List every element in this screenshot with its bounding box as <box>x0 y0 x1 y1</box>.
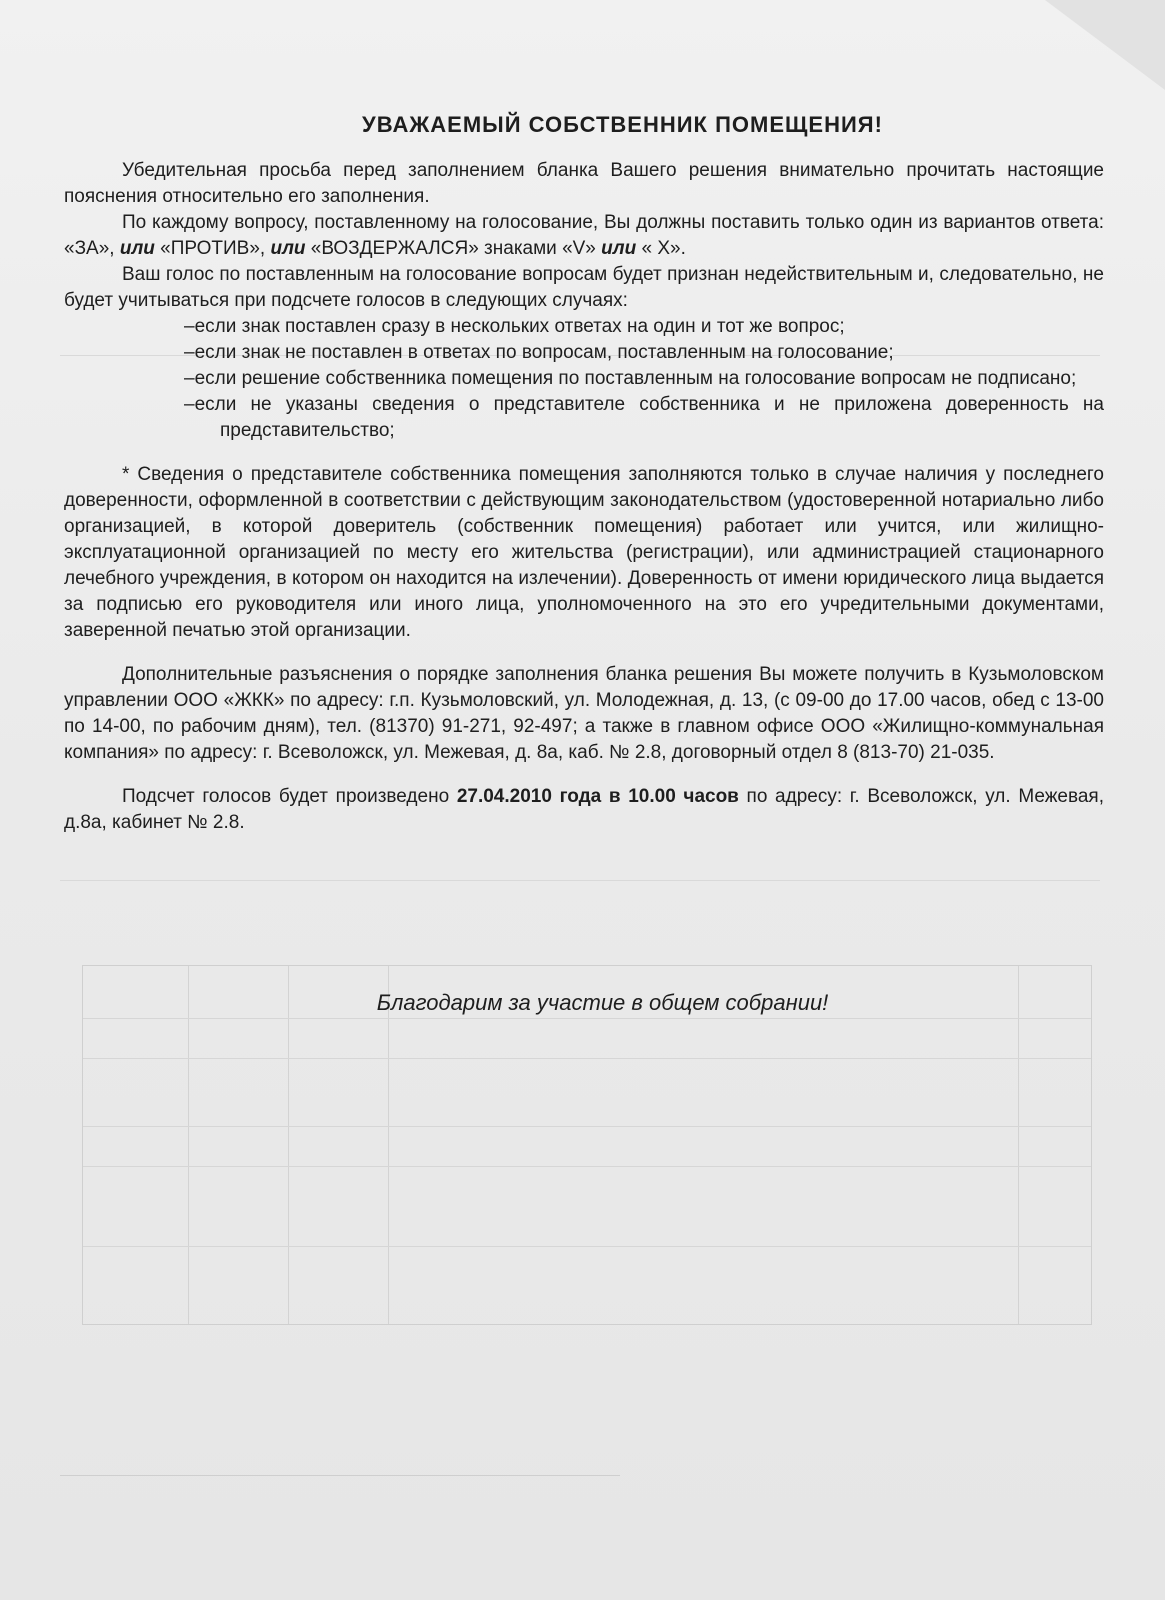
invalid-cases-list <box>184 314 1104 444</box>
list-item: –если знак не поставлен в ответах по вопросам, поставленным на голосование; <box>184 342 894 363</box>
thanks-message: Благодарим за участие в общем собрании! <box>376 990 829 1015</box>
page-title: УВАЖАЕМЫЙ СОБСТВЕННИК ПОМЕЩЕНИЯ! <box>362 112 883 137</box>
bleed-through-line <box>60 880 1100 881</box>
list-item: –если не указаны сведения о представителе собственника и не приложена доверенность на представительство; <box>184 394 1104 441</box>
bleed-through-signature-line <box>60 1475 620 1476</box>
list-item: –если решение собственника помещения по поставленным на голосование вопросам не подписано; <box>184 368 1077 389</box>
vote-count-paragraph: Подсчет голосов будет произведено 27.04.2010 года в 10.00 часов по адресу: г. Всеволожск, ул. Межевая, д.8а, кабинет № 2.8. <box>64 786 1104 833</box>
instructions-body <box>64 158 1104 836</box>
invalid-vote-paragraph: Ваш голос по поставленным на голосование вопросам будет признан недействительным и, следовательно, не будет учитываться при подсчете голосов в следующих случаях: <box>64 264 1104 311</box>
voting-options-paragraph: По каждому вопросу, поставленному на голосование, Вы должны поставить только один из вариантов ответа: «ЗА», или «ПРОТИВ», или «ВОЗДЕРЖАЛСЯ» знаками «V» или « X». <box>64 212 1104 259</box>
folded-corner <box>1045 0 1165 90</box>
representative-note: * Сведения о представителе собственника помещения заполняются только в случае наличия у последнего доверенности, оформленной в соответствии с действующим законодательством (удостоверенной нотариально либо организацией, в которой доверитель (собственник помещения) работает или учится, или жилищно-эксплуатационной организацией по месту его жительства (регистрации), или администрацией стационарного лечебного учреждения, в котором он находится на излечении). Доверенность от имени юридического лица выдается за подписью его руководителя или иного лица, уполномоченного на это его учредительными документами, заверенной печатью этой организации. <box>64 464 1104 641</box>
bleed-through-table <box>82 965 1092 1325</box>
intro-paragraph: Убедительная просьба перед заполнением бланка Вашего решения внимательно прочитать настоящие пояснения относительно его заполнения. <box>64 160 1104 207</box>
contact-info-paragraph: Дополнительные разъяснения о порядке заполнения бланка решения Вы можете получить в Кузьмоловском управлении ООО «ЖКК» по адресу: г.п. Кузьмоловский, ул. Молодежная, д. 13, (с 09-00 до 17.00 часов, обед с 13-00 по 14-00, по рабочим дням), тел. (81370) 91-271, 92-497; а также в главном офисе ООО «Жилищно-коммунальная компания» по адресу: г. Всеволожск, ул. Межевая, д. 8а, каб. № 2.8, договорный отдел 8 (813-70) 21-035. <box>64 664 1104 763</box>
list-item: –если знак поставлен сразу в нескольких ответах на один и тот же вопрос; <box>184 316 845 337</box>
